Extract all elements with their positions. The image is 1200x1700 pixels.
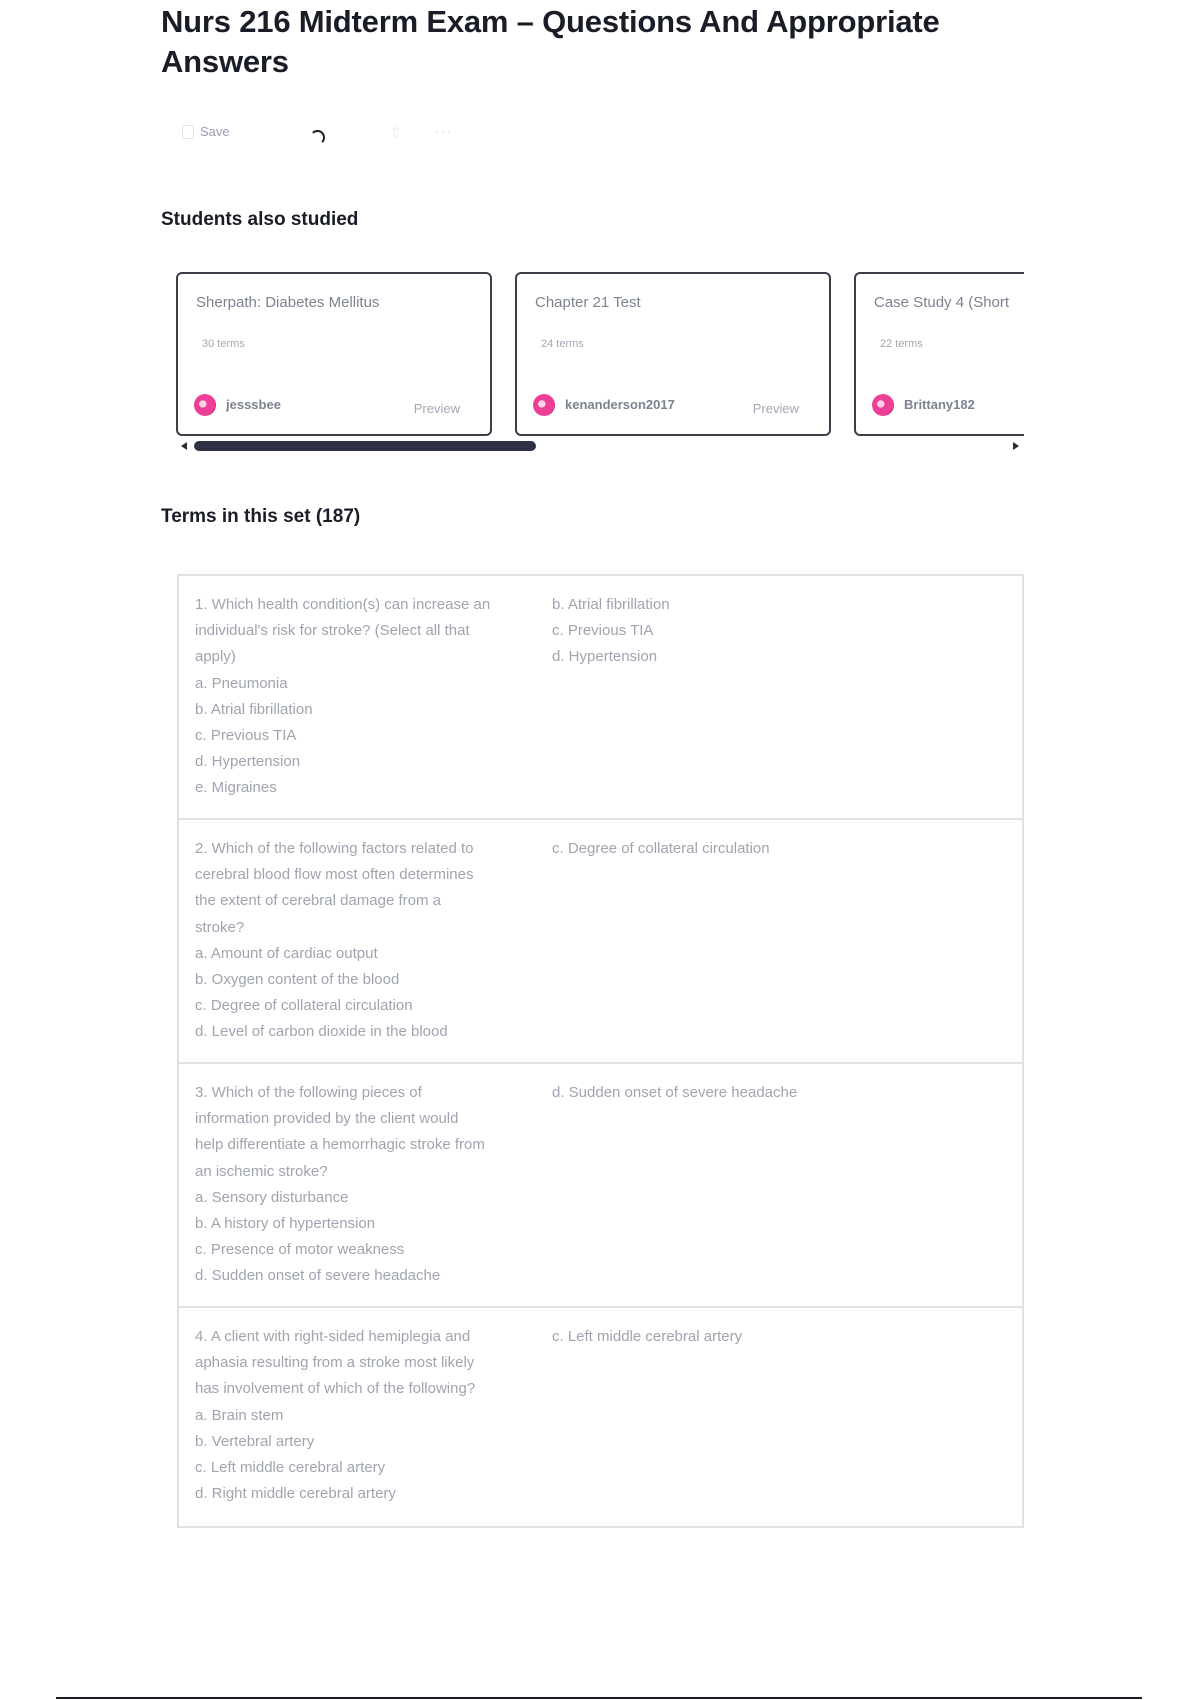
card-username[interactable]: Brittany182	[904, 397, 975, 412]
avatar	[194, 394, 216, 416]
carousel-scrollbar-thumb[interactable]	[194, 441, 536, 451]
terms-list	[177, 574, 1024, 1528]
question-line: the extent of cerebral damage from a	[195, 892, 441, 910]
study-set-card[interactable]	[854, 272, 1024, 436]
question-line: b. Atrial fibrillation	[195, 700, 313, 718]
question-line: b. Vertebral artery	[195, 1432, 315, 1450]
answer-line: d. Sudden onset of severe headache	[552, 1084, 798, 1101]
question-line: c. Degree of collateral circulation	[195, 997, 413, 1015]
related-sets-carousel	[176, 270, 1024, 442]
terms-in-set-heading: Terms in this set (187)	[161, 506, 361, 527]
term-answer	[552, 836, 992, 862]
question-line: a. Sensory disturbance	[195, 1188, 349, 1206]
answer-line: c. Left middle cerebral artery	[552, 1328, 743, 1345]
card-term-count: 30 terms	[202, 338, 245, 350]
term-row	[179, 576, 1022, 820]
save-label: Save	[200, 124, 230, 139]
students-also-studied-heading: Students also studied	[161, 209, 359, 230]
question-line: c. Previous TIA	[195, 727, 297, 745]
scroll-left-arrow-icon[interactable]	[181, 442, 187, 450]
save-button[interactable]	[182, 124, 230, 139]
question-line: d. Level of carbon dioxide in the blood	[195, 1023, 448, 1041]
card-title: Sherpath: Diabetes Mellitus	[196, 294, 380, 311]
question-line: c. Left middle cerebral artery	[195, 1459, 386, 1477]
card-term-count: 22 terms	[880, 338, 923, 350]
question-line: cerebral blood flow most often determines	[195, 866, 474, 884]
page-bottom-divider	[56, 1697, 1142, 1699]
question-line: a. Pneumonia	[195, 674, 288, 692]
question-line: 2. Which of the following factors related to	[195, 840, 474, 857]
question-line: 1. Which health condition(s) can increase an	[195, 596, 491, 613]
preview-button[interactable]: Preview	[752, 401, 799, 416]
term-row	[179, 1064, 1022, 1308]
question-line: an ischemic stroke?	[195, 1162, 328, 1180]
term-row	[179, 1308, 1022, 1526]
question-line: apply)	[195, 648, 236, 666]
term-answer	[552, 1324, 992, 1350]
save-icon	[182, 125, 194, 139]
term-question	[195, 592, 525, 802]
question-line: aphasia resulting from a stroke most likely	[195, 1354, 475, 1372]
scroll-right-arrow-icon[interactable]	[1013, 442, 1019, 450]
share-button[interactable]	[388, 122, 403, 143]
question-line: b. Oxygen content of the blood	[195, 971, 400, 989]
question-line: individual's risk for stroke? (Select all that	[195, 622, 470, 640]
spinner-icon	[310, 130, 325, 145]
term-question	[195, 1080, 525, 1290]
term-row	[179, 820, 1022, 1064]
more-button[interactable]	[434, 122, 452, 143]
question-line: e. Migraines	[195, 779, 277, 797]
answer-line: c. Degree of collateral circulation	[552, 840, 770, 857]
term-answer	[552, 1080, 992, 1106]
card-title: Case Study 4 (Short	[874, 294, 1010, 311]
card-term-count: 24 terms	[541, 338, 584, 350]
avatar	[872, 394, 894, 416]
question-line: b. A history of hypertension	[195, 1215, 376, 1233]
term-answer	[552, 592, 992, 671]
study-set-card[interactable]	[176, 272, 492, 436]
question-line: a. Amount of cardiac output	[195, 944, 378, 962]
question-line: has involvement of which of the following?	[195, 1380, 476, 1398]
study-set-card[interactable]	[515, 272, 831, 436]
question-line: d. Hypertension	[195, 753, 301, 771]
answer-line: d. Hypertension	[552, 648, 658, 666]
card-username[interactable]: kenanderson2017	[565, 397, 675, 412]
question-line: information provided by the client would	[195, 1110, 459, 1128]
question-line: a. Brain stem	[195, 1406, 284, 1424]
question-line: 4. A client with right-sided hemiplegia and	[195, 1328, 471, 1345]
question-line: stroke?	[195, 918, 245, 936]
term-question	[195, 836, 525, 1046]
share-icon: ⇧	[388, 122, 404, 142]
answer-line: b. Atrial fibrillation	[552, 596, 670, 613]
page-title: Nurs 216 Midterm Exam – Questions And Appropriate Answers	[161, 4, 940, 79]
answer-line: c. Previous TIA	[552, 622, 654, 640]
question-line: d. Sudden onset of severe headache	[195, 1267, 441, 1285]
card-title: Chapter 21 Test	[535, 294, 641, 311]
more-icon: ⋯	[434, 122, 452, 142]
card-username[interactable]: jesssbee	[226, 397, 281, 412]
avatar	[533, 394, 555, 416]
question-line: help differentiate a hemorrhagic stroke from	[195, 1136, 485, 1154]
preview-button[interactable]: Preview	[413, 401, 460, 416]
question-line: d. Right middle cerebral artery	[195, 1485, 396, 1503]
toolbar	[182, 124, 482, 152]
term-question	[195, 1324, 525, 1507]
question-line: 3. Which of the following pieces of	[195, 1084, 422, 1101]
loading-indicator	[310, 130, 325, 145]
question-line: c. Presence of motor weakness	[195, 1241, 405, 1259]
